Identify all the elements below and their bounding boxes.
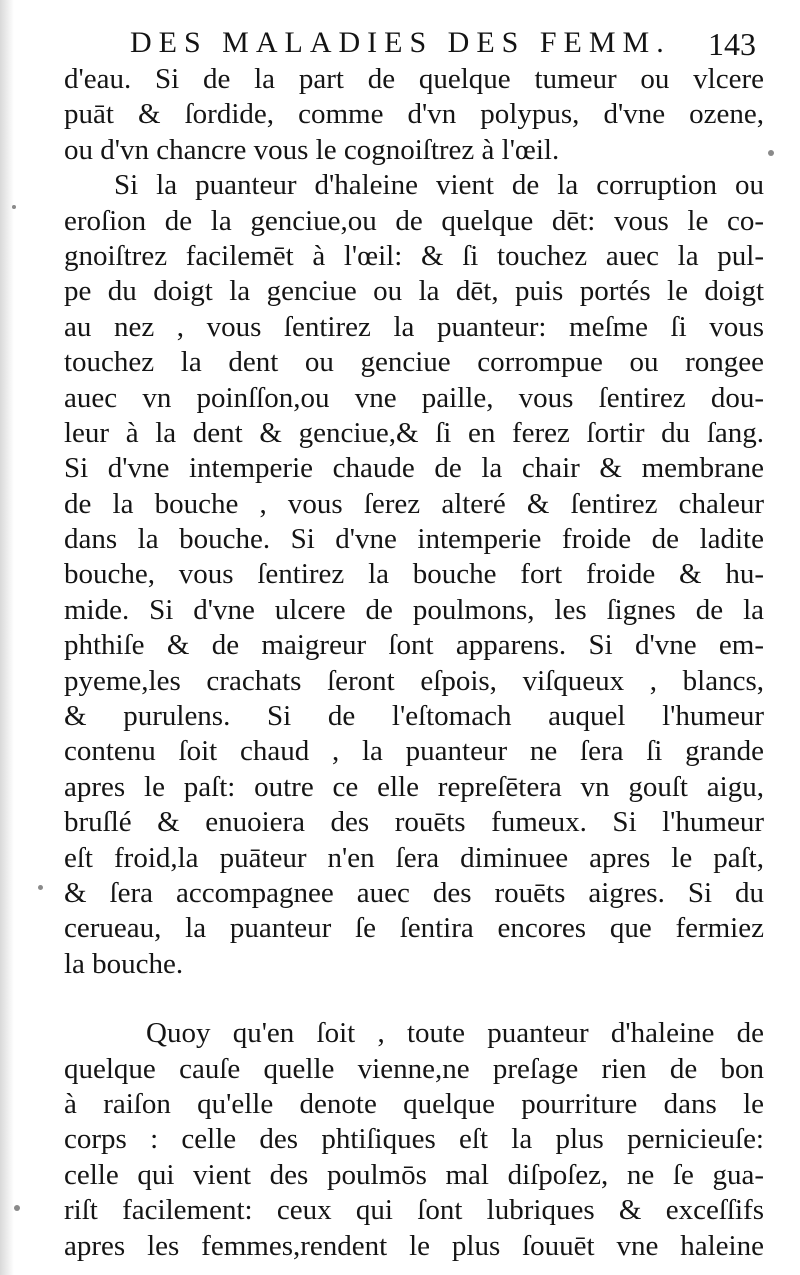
text-line: phthiſe & de maigreur ſont apparens. Si d'vne em-: [64, 629, 764, 662]
text-line: pyeme,les crachats ſeront eſpois, viſqueux , blancs,: [64, 664, 764, 697]
paragraph-gap: [64, 982, 764, 1016]
text-line: & purulens. Si de l'eſtomach auquel l'humeur: [64, 700, 764, 733]
text-line: quelque cauſe quelle vienne,ne preſage rien de bon: [64, 1052, 764, 1085]
text-line: pe du doigt la genciue ou la dēt, puis portés le doigt: [64, 275, 764, 308]
text-line: Quoy qu'en ſoit , toute puanteur d'haleine de: [146, 1017, 764, 1050]
text-line: apres le paſt: outre ce elle repreſētera vn gouſt aigu,: [64, 770, 764, 803]
text-line: auec vn poinſſon,ou vne paille, vous ſentirez dou-: [64, 381, 764, 414]
text-line: puāt & ſordide, comme d'vn polypus, d'vne ozene,: [64, 98, 764, 131]
ink-speck: [14, 1205, 20, 1211]
text-line: cerueau, la puanteur ſe ſentira encores que fermiez: [64, 912, 764, 945]
running-head: [130, 26, 770, 66]
ink-speck: [12, 205, 16, 209]
ink-speck: [768, 150, 774, 156]
text-line: riſt facilement: ceux qui ſont lubriques & exceſſifs: [64, 1194, 764, 1227]
text-line: & ſera accompagnee auec des rouēts aigres. Si du: [64, 876, 764, 909]
text-line: bruſlé & enuoiera des rouēts fumeux. Si l'humeur: [64, 806, 764, 839]
text-line: dans la bouche. Si d'vne intemperie froide de ladite: [64, 523, 764, 556]
text-line: touchez la dent ou genciue corrompue ou rongee: [64, 346, 764, 379]
text-line: de la bouche , vous ſerez alteré & ſentirez chaleur: [64, 487, 764, 520]
text-line: mide. Si d'vne ulcere de poulmons, les ſignes de la: [64, 593, 764, 626]
ink-speck: [38, 885, 43, 890]
page-number: 143: [708, 26, 756, 62]
text-line: eroſion de la genciue,ou de quelque dēt: vous le co-: [64, 204, 764, 237]
text-line: à raiſon qu'elle denote quelque pourriture dans le: [64, 1087, 764, 1120]
text-line: au nez , vous ſentirez la puanteur: meſme ſi vous: [64, 310, 764, 343]
text-line: Si la puanteur d'haleine vient de la corruption ou: [114, 169, 764, 202]
running-head-title: DES MALADIES DES FEMM.: [130, 26, 671, 59]
text-line: Si d'vne intemperie chaude de la chair & membrane: [64, 452, 764, 485]
text-line: celle qui vient des poulmōs mal diſpoſez, ne ſe gua-: [64, 1158, 764, 1191]
text-line: leur à la dent & genciue,& ſi en ferez ſortir du ſang.: [64, 416, 764, 449]
text-line: d'eau. Si de la part de quelque tumeur ou vlcere: [64, 63, 764, 95]
text-line: apres les femmes,rendent le plus ſouuēt vne haleine: [64, 1229, 764, 1262]
text-line: eſt froid,la puāteur n'en ſera diminuee apres le paſt,: [64, 841, 764, 874]
text-line: bouche, vous ſentirez la bouche fort froide & hu-: [64, 558, 764, 591]
body-text: [64, 62, 764, 1264]
text-line: la bouche.: [64, 947, 184, 980]
text-line: corps : celle des phtiſiques eſt la plus pernicieuſe:: [64, 1123, 764, 1156]
text-line: gnoiſtrez facilemēt à l'œil: & ſi touchez auec la pul-: [64, 239, 764, 272]
text-line: contenu ſoit chaud , la puanteur ne ſera ſi grande: [64, 735, 764, 768]
text-line: ou d'vn chancre vous le cognoiſtrez à l'œil.: [64, 133, 560, 166]
